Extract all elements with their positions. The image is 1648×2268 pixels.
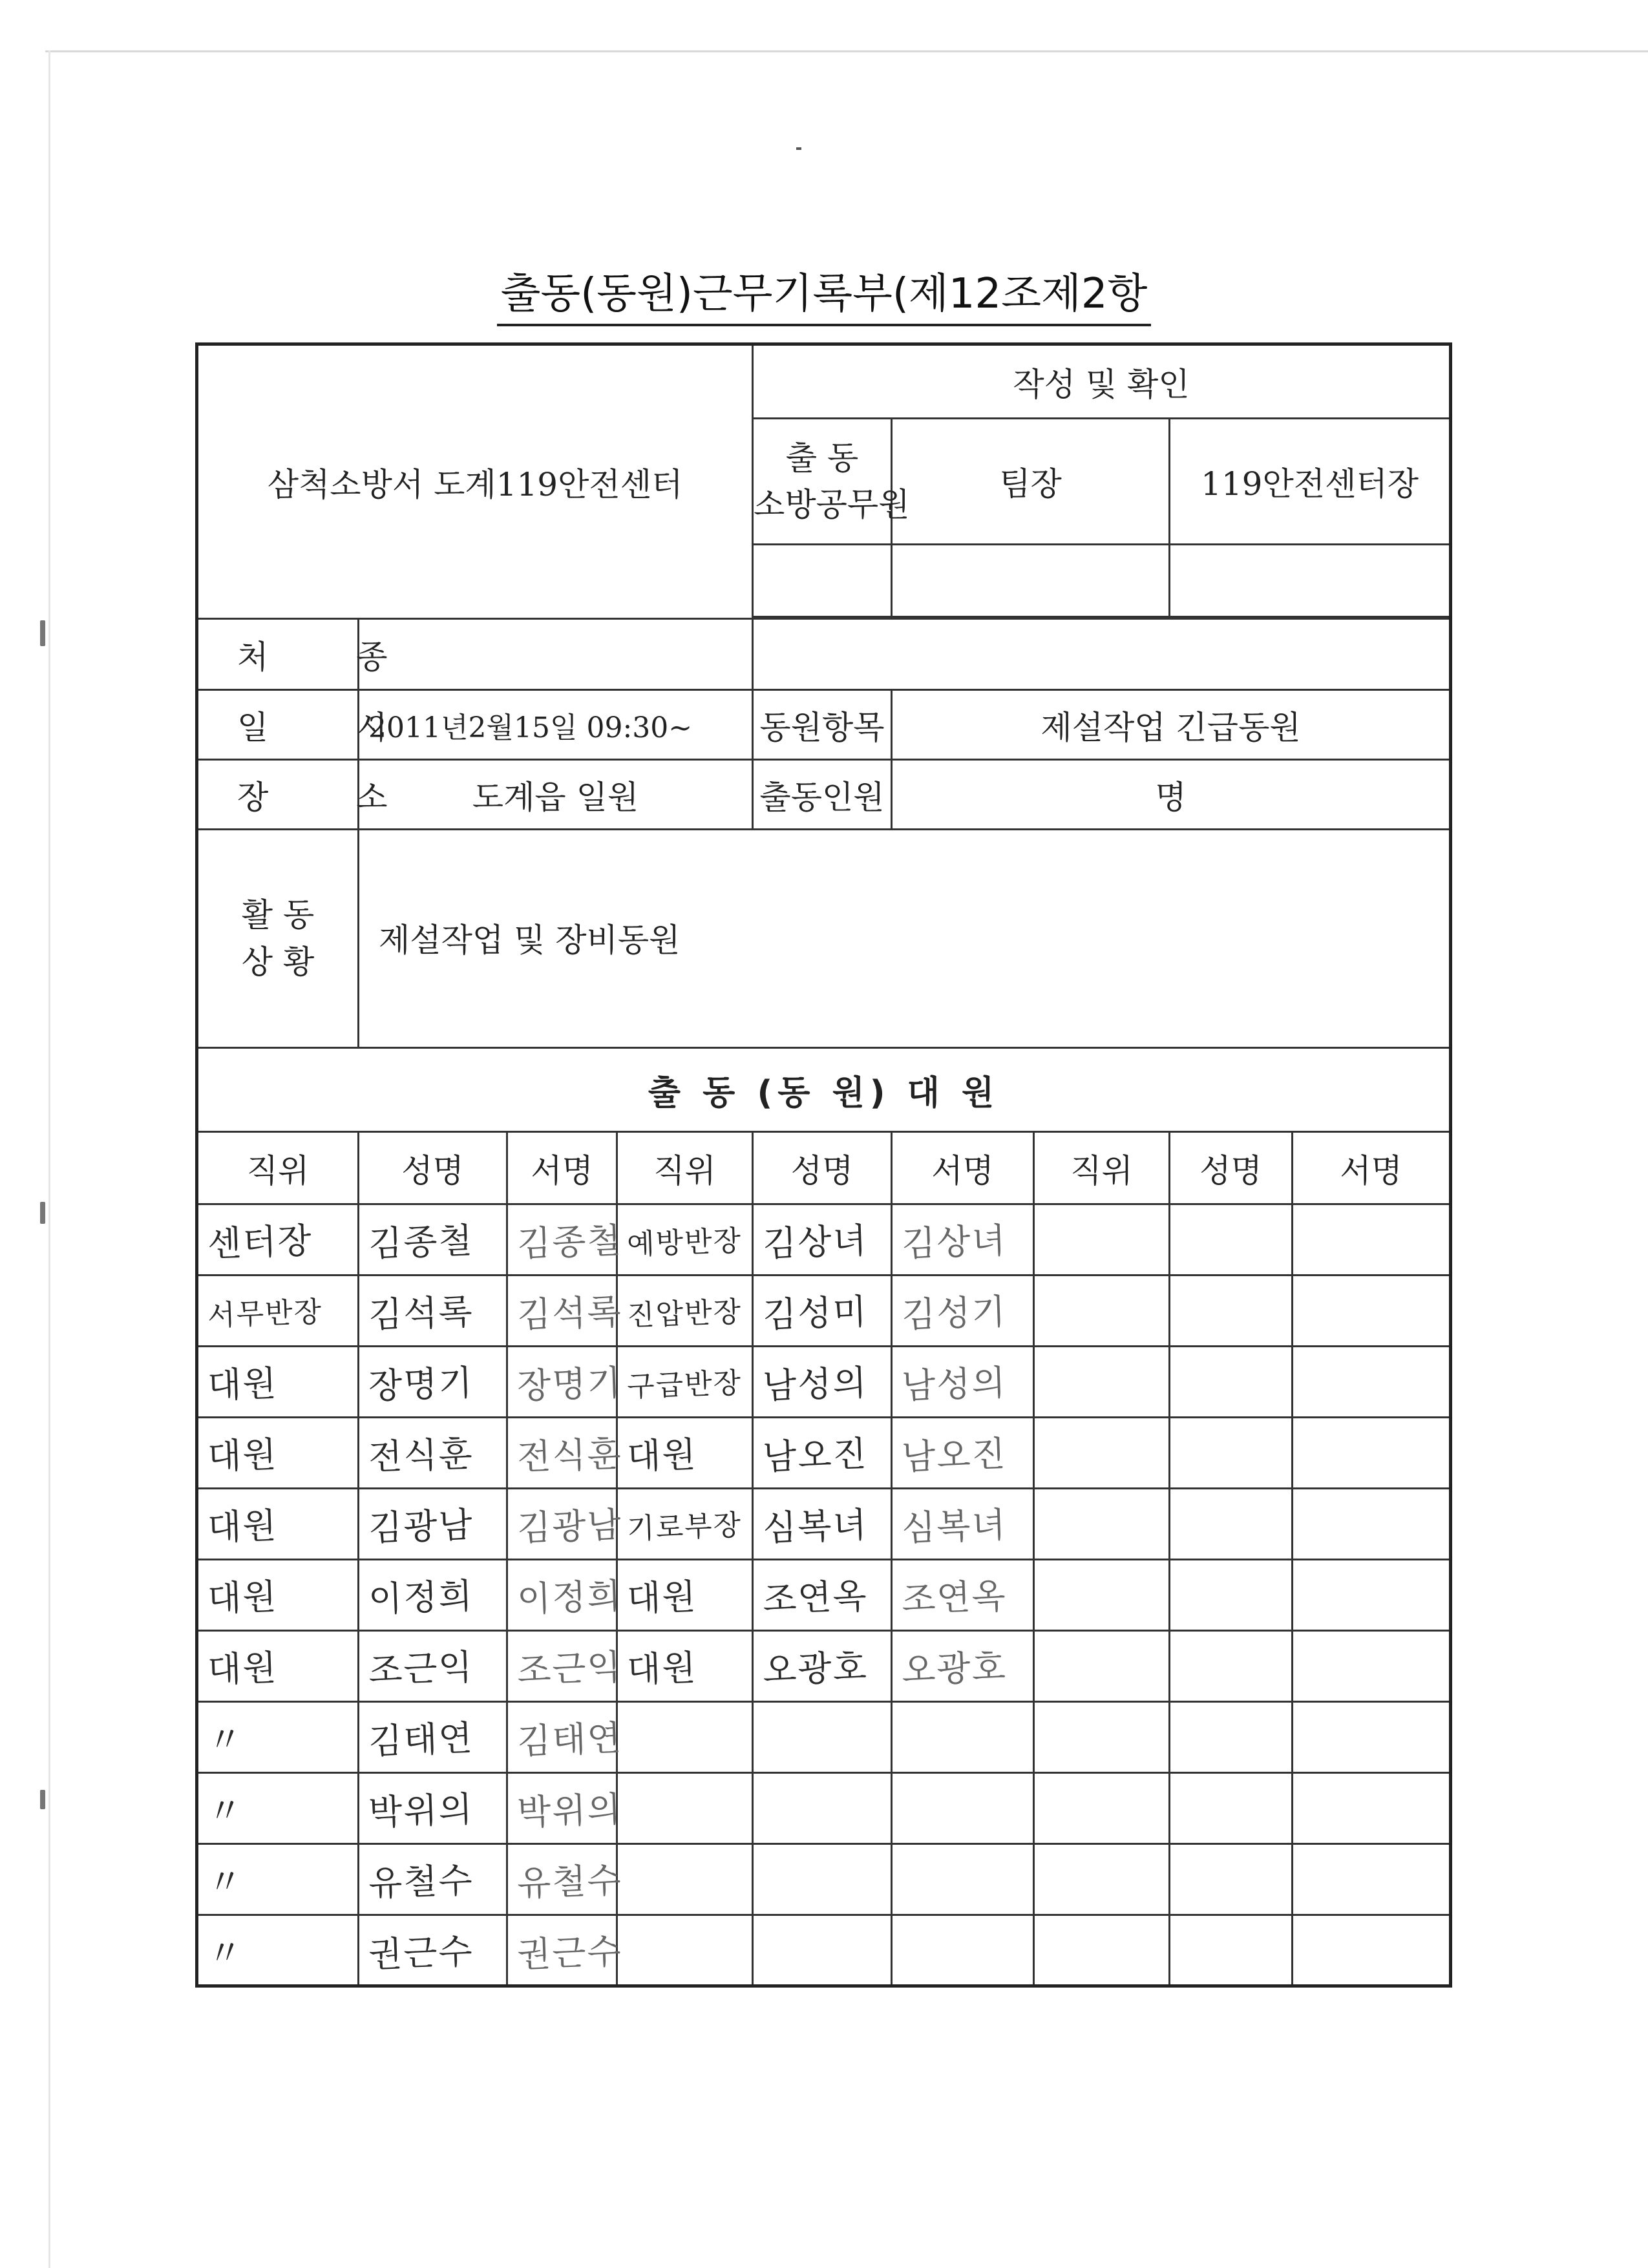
crew-row [197, 1489, 1451, 1560]
handwritten-entry: 김석록 [516, 1291, 623, 1336]
crew-header-6: 직위 [1034, 1132, 1170, 1204]
crew-cell-r7-c6[interactable] [1034, 1702, 1170, 1773]
crew-header-row [197, 1132, 1451, 1204]
crew-cell-r10-c4[interactable] [753, 1915, 892, 1986]
crew-cell-r8-c3[interactable] [617, 1773, 753, 1844]
crew-cell-r1-c8[interactable] [1293, 1276, 1451, 1347]
crew-header-5: 서명 [892, 1132, 1034, 1204]
type-extra [753, 619, 1451, 690]
crew-cell-r2-c7[interactable] [1170, 1347, 1293, 1418]
page-title: 출동(동원)근무기록부(제12조제2항 [0, 270, 1648, 326]
handwritten-entry: 〃 [207, 1719, 245, 1761]
confirm-dispatcher-line1: 출 동 [785, 439, 859, 477]
crew-cell-r3-c7[interactable] [1170, 1418, 1293, 1489]
type-label: 처 종 [197, 619, 359, 690]
handwritten-entry: 대원 [626, 1647, 698, 1690]
crew-cell-r0-c5[interactable] [892, 1204, 1034, 1276]
crew-cell-r5-c5[interactable] [892, 1560, 1034, 1631]
crew-cell-r5-c8[interactable] [1293, 1560, 1451, 1631]
crew-cell-r0-c0[interactable] [197, 1204, 359, 1276]
handwritten-entry: 유철수 [368, 1860, 474, 1904]
crew-cell-r10-c3[interactable] [617, 1915, 753, 1986]
crew-cell-r6-c5[interactable] [892, 1631, 1034, 1702]
handwritten-entry: 대원 [207, 1647, 279, 1690]
handwritten-entry: 이정희 [516, 1575, 623, 1620]
datetime-row [197, 690, 1451, 760]
place-value[interactable]: 도계읍 일원 [359, 760, 753, 830]
handwritten-entry: 〃 [207, 1931, 245, 1974]
handwritten-entry: 장명기 [368, 1362, 474, 1407]
crew-cell-r4-c0[interactable] [197, 1489, 359, 1560]
crew-cell-r9-c4[interactable] [753, 1844, 892, 1915]
crew-cell-r4-c5[interactable] [892, 1489, 1034, 1560]
crew-cell-r1-c1[interactable] [359, 1276, 507, 1347]
confirm-dispatcher-line2: 소방공무원 [754, 486, 910, 523]
handwritten-entry: 김석록 [368, 1291, 474, 1336]
crew-cell-r3-c3[interactable] [617, 1418, 753, 1489]
crew-cell-r2-c8[interactable] [1293, 1347, 1451, 1418]
type-row [197, 619, 1451, 690]
crew-cell-r0-c4[interactable] [753, 1204, 892, 1276]
crew-row [197, 1276, 1451, 1347]
handwritten-entry: 오광호 [901, 1646, 1008, 1691]
crew-cell-r0-c7[interactable] [1170, 1204, 1293, 1276]
crew-cell-r4-c1[interactable] [359, 1489, 507, 1560]
crew-cell-r3-c5[interactable] [892, 1418, 1034, 1489]
crew-cell-r7-c0[interactable] [197, 1702, 359, 1773]
activity-row [197, 830, 1451, 1048]
confirm-header: 작성 및 확인 [753, 344, 1451, 419]
crew-cell-r3-c0[interactable] [197, 1418, 359, 1489]
handwritten-entry: 조연옥 [762, 1575, 869, 1620]
handwritten-entry: 박위의 [368, 1789, 474, 1833]
crew-cell-r7-c8[interactable] [1293, 1702, 1451, 1773]
crew-cell-r9-c5[interactable] [892, 1844, 1034, 1915]
crew-row [197, 1560, 1451, 1631]
mobilization-item-value[interactable]: 제설작업 긴급동원 [892, 690, 1451, 760]
crew-cell-r5-c3[interactable] [617, 1560, 753, 1631]
team-leader-sign-box[interactable] [892, 545, 1170, 617]
crew-cell-r7-c5[interactable] [892, 1702, 1034, 1773]
crew-cell-r10-c7[interactable] [1170, 1915, 1293, 1986]
header-row [197, 344, 1451, 419]
crew-cell-r6-c6[interactable] [1034, 1631, 1170, 1702]
handwritten-entry: 대원 [626, 1434, 698, 1477]
crew-row [197, 1204, 1451, 1276]
center-chief-sign-box[interactable] [1170, 545, 1451, 617]
crew-cell-r4-c3[interactable] [617, 1489, 753, 1560]
crew-cell-r9-c1[interactable] [359, 1844, 507, 1915]
crew-cell-r8-c8[interactable] [1293, 1773, 1451, 1844]
handwritten-entry: 서무반장 [207, 1295, 324, 1332]
crew-cell-r6-c3[interactable] [617, 1631, 753, 1702]
crew-cell-r1-c3[interactable] [617, 1276, 753, 1347]
handwritten-entry: 전식훈 [516, 1433, 623, 1478]
crew-cell-r5-c6[interactable] [1034, 1560, 1170, 1631]
crew-cell-r9-c7[interactable] [1170, 1844, 1293, 1915]
crew-cell-r10-c6[interactable] [1034, 1915, 1170, 1986]
handwritten-entry: 구급반장 [626, 1366, 743, 1403]
crew-section-title: 출 동 (동 원) 대 원 [197, 1048, 1451, 1132]
handwritten-entry: 〃 [207, 1790, 245, 1832]
dispatch-record-form [195, 342, 1452, 1988]
crew-cell-r9-c8[interactable] [1293, 1844, 1451, 1915]
handwritten-entry: 권근수 [368, 1930, 474, 1975]
handwritten-entry: 전식훈 [368, 1433, 474, 1478]
crew-cell-r0-c2[interactable] [507, 1204, 623, 1276]
crew-cell-r10-c8[interactable] [1293, 1915, 1451, 1986]
crew-cell-r8-c6[interactable] [1034, 1773, 1170, 1844]
crew-cell-r7-c7[interactable] [1170, 1702, 1293, 1773]
handwritten-entry: 남오진 [762, 1433, 869, 1478]
crew-cell-r9-c0[interactable] [197, 1844, 359, 1915]
crew-cell-r5-c4[interactable] [753, 1560, 892, 1631]
crew-cell-r4-c8[interactable] [1293, 1489, 1451, 1560]
handwritten-entry: 예방반장 [626, 1224, 743, 1261]
crew-cell-r0-c3[interactable] [617, 1204, 753, 1276]
crew-row [197, 1702, 1451, 1773]
dispatcher-sign-box[interactable] [753, 545, 892, 617]
crew-cell-r0-c1[interactable] [359, 1204, 507, 1276]
crew-header-0: 직위 [197, 1132, 359, 1204]
crew-cell-r3-c2[interactable] [507, 1418, 623, 1489]
crew-cell-r5-c0[interactable] [197, 1560, 359, 1631]
crew-cell-r7-c1[interactable] [359, 1702, 507, 1773]
handwritten-entry: 김성미 [762, 1291, 869, 1336]
crew-cell-r5-c1[interactable] [359, 1560, 507, 1631]
scan-mark [796, 147, 801, 150]
handwritten-entry: 남성의 [901, 1362, 1008, 1407]
crew-cell-r10-c5[interactable] [892, 1915, 1034, 1986]
confirm-dispatcher-label [753, 419, 910, 545]
dispatch-count-label: 출동인원 [753, 760, 892, 830]
handwritten-entry: 센터장 [207, 1220, 313, 1265]
crew-cell-r9-c3[interactable] [617, 1844, 753, 1915]
activity-label-line1: 활 동 [241, 896, 315, 934]
crew-cell-r0-c8[interactable] [1293, 1204, 1451, 1276]
crew-cell-r1-c7[interactable] [1170, 1276, 1293, 1347]
handwritten-entry: 김종철 [516, 1220, 623, 1265]
handwritten-entry: 김광남 [516, 1504, 623, 1549]
crew-cell-r0-c6[interactable] [1034, 1204, 1170, 1276]
crew-cell-r7-c3[interactable] [617, 1702, 753, 1773]
crew-cell-r6-c2[interactable] [507, 1631, 623, 1702]
crew-cell-r4-c6[interactable] [1034, 1489, 1170, 1560]
crew-cell-r5-c7[interactable] [1170, 1560, 1293, 1631]
dispatch-count-value[interactable]: 명 [892, 760, 1451, 830]
crew-cell-r2-c1[interactable] [359, 1347, 507, 1418]
crew-cell-r1-c4[interactable] [753, 1276, 892, 1347]
crew-cell-r2-c6[interactable] [1034, 1347, 1170, 1418]
handwritten-entry: 김태연 [516, 1717, 623, 1762]
handwritten-entry: 대원 [207, 1363, 279, 1406]
crew-cell-r6-c7[interactable] [1170, 1631, 1293, 1702]
handwritten-entry: 대원 [207, 1434, 279, 1477]
org-name: 삼척소방서 도계119안전센터 [197, 344, 753, 619]
handwritten-entry: 심복녀 [762, 1504, 869, 1549]
crew-header-2: 서명 [507, 1132, 617, 1204]
crew-cell-r9-c6[interactable] [1034, 1844, 1170, 1915]
handwritten-entry: 〃 [207, 1861, 245, 1903]
crew-cell-r2-c3[interactable] [617, 1347, 753, 1418]
crew-cell-r4-c7[interactable] [1170, 1489, 1293, 1560]
crew-cell-r3-c8[interactable] [1293, 1418, 1451, 1489]
crew-cell-r4-c2[interactable] [507, 1489, 623, 1560]
crew-header-1: 성명 [359, 1132, 507, 1204]
crew-cell-r6-c0[interactable] [197, 1631, 359, 1702]
confirm-team-leader-label: 팀장 [892, 419, 1170, 545]
handwritten-entry: 권근수 [516, 1930, 623, 1975]
handwritten-entry: 남오진 [901, 1433, 1008, 1478]
crew-cell-r4-c4[interactable] [753, 1489, 892, 1560]
crew-row [197, 1418, 1451, 1489]
crew-row [197, 1347, 1451, 1418]
crew-cell-r5-c2[interactable] [507, 1560, 623, 1631]
crew-cell-r2-c5[interactable] [892, 1347, 1034, 1418]
crew-cell-r1-c6[interactable] [1034, 1276, 1170, 1347]
crew-cell-r10-c1[interactable] [359, 1915, 507, 1986]
scan-edge-left [48, 50, 50, 2268]
datetime-label: 일 시 [197, 690, 359, 760]
handwritten-entry: 김성기 [901, 1291, 1008, 1336]
crew-row [197, 1844, 1451, 1915]
handwritten-entry: 조연옥 [901, 1575, 1008, 1620]
crew-row [197, 1915, 1451, 1986]
crew-header-8: 서명 [1293, 1132, 1451, 1204]
crew-cell-r2-c0[interactable] [197, 1347, 359, 1418]
crew-cell-r6-c1[interactable] [359, 1631, 507, 1702]
crew-cell-r7-c4[interactable] [753, 1702, 892, 1773]
handwritten-entry: 김상녀 [901, 1220, 1008, 1265]
handwritten-entry: 장명기 [516, 1362, 623, 1407]
handwritten-entry: 김상녀 [762, 1220, 869, 1265]
activity-label [197, 830, 359, 1048]
handwritten-entry: 남성의 [762, 1362, 869, 1407]
crew-cell-r2-c4[interactable] [753, 1347, 892, 1418]
handwritten-entry: 이정희 [368, 1575, 474, 1620]
crew-row [197, 1773, 1451, 1844]
handwritten-entry: 기로부장 [626, 1508, 743, 1546]
crew-cell-r3-c4[interactable] [753, 1418, 892, 1489]
crew-header-7: 성명 [1170, 1132, 1293, 1204]
crew-cell-r3-c1[interactable] [359, 1418, 507, 1489]
handwritten-entry: 오광호 [762, 1646, 869, 1691]
handwritten-entry: 김종철 [368, 1220, 474, 1265]
crew-cell-r8-c7[interactable] [1170, 1773, 1293, 1844]
handwritten-entry: 김태연 [368, 1717, 474, 1762]
handwritten-entry: 진압반장 [626, 1295, 743, 1332]
activity-value[interactable]: 제설작업 및 장비동원 [359, 830, 1451, 1048]
handwritten-entry: 김광남 [368, 1504, 474, 1549]
crew-section-row [197, 1048, 1451, 1132]
crew-cell-r8-c0[interactable] [197, 1773, 359, 1844]
crew-cell-r10-c2[interactable] [507, 1915, 623, 1986]
handwritten-entry: 대원 [207, 1576, 279, 1619]
crew-cell-r8-c1[interactable] [359, 1773, 507, 1844]
scan-mark [40, 1202, 45, 1224]
handwritten-entry: 대원 [207, 1505, 279, 1548]
scan-mark [40, 620, 45, 646]
crew-header-3: 직위 [617, 1132, 753, 1204]
place-row [197, 760, 1451, 830]
crew-cell-r6-c4[interactable] [753, 1631, 892, 1702]
confirm-center-chief-label: 119안전센터장 [1170, 419, 1451, 545]
crew-cell-r9-c2[interactable] [507, 1844, 623, 1915]
scan-mark [40, 1790, 45, 1809]
crew-cell-r3-c6[interactable] [1034, 1418, 1170, 1489]
crew-cell-r2-c2[interactable] [507, 1347, 623, 1418]
crew-cell-r1-c0[interactable] [197, 1276, 359, 1347]
handwritten-entry: 박위의 [516, 1789, 623, 1833]
handwritten-entry: 유철수 [516, 1860, 623, 1904]
crew-cell-r6-c8[interactable] [1293, 1631, 1451, 1702]
crew-cell-r1-c2[interactable] [507, 1276, 623, 1347]
crew-cell-r1-c5[interactable] [892, 1276, 1034, 1347]
crew-cell-r7-c2[interactable] [507, 1702, 623, 1773]
scan-edge-top [45, 50, 1648, 52]
crew-row [197, 1631, 1451, 1702]
handwritten-entry: 조근익 [516, 1646, 623, 1691]
crew-cell-r8-c5[interactable] [892, 1773, 1034, 1844]
activity-label-line2: 상 황 [241, 943, 315, 981]
crew-header-4: 성명 [753, 1132, 892, 1204]
handwritten-entry: 대원 [626, 1576, 698, 1619]
crew-cell-r8-c4[interactable] [753, 1773, 892, 1844]
handwritten-entry: 심복녀 [901, 1504, 1008, 1549]
handwritten-entry: 조근익 [368, 1646, 474, 1691]
crew-cell-r10-c0[interactable] [197, 1915, 359, 1986]
datetime-value[interactable]: 2011년2월15일 09:30~ [359, 690, 753, 760]
mobilization-item-label: 동원항목 [753, 690, 892, 760]
crew-cell-r8-c2[interactable] [507, 1773, 623, 1844]
place-label: 장 소 [197, 760, 359, 830]
